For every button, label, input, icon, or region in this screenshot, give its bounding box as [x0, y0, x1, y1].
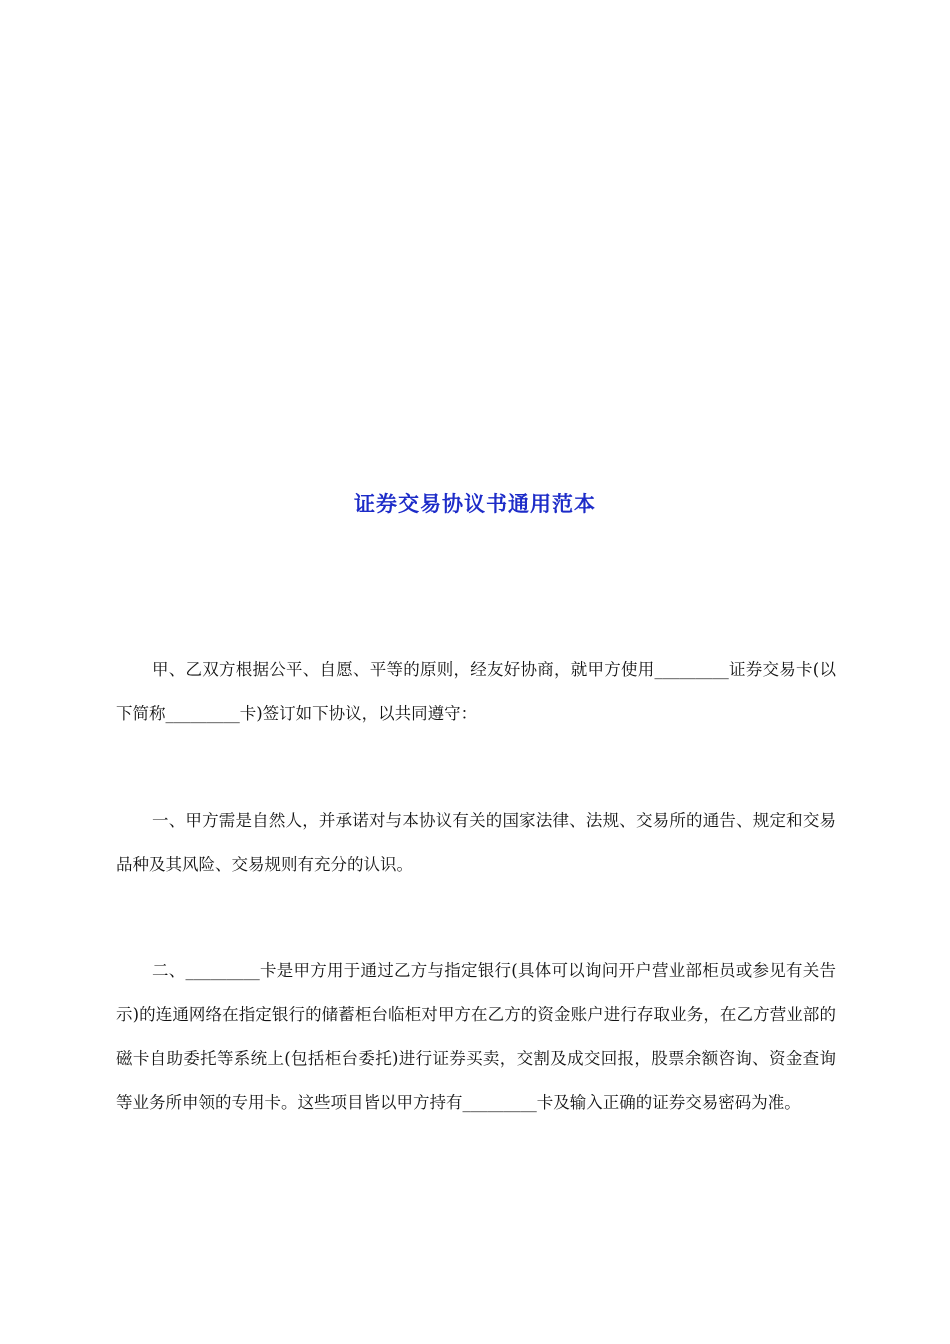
paragraph-preamble: 甲、乙双方根据公平、自愿、平等的原则，经友好协商，就甲方使用_________证券交易卡(以下简称_________卡)签订如下协议，以共同遵守：: [116, 660, 836, 723]
paragraph-clause-1: 一、甲方需是自然人，并承诺对与本协议有关的国家法律、法规、交易所的通告、规定和交易品种及其风险、交易规则有充分的认识。: [116, 811, 836, 874]
document-title: 证券交易协议书通用范本: [354, 491, 596, 516]
paragraph-clause-2: 二、_________卡是甲方用于通过乙方与指定银行(具体可以询问开户营业部柜员或参见有关告示)的连通网络在指定银行的储蓄柜台临柜对甲方在乙方的资金账户进行存取业务，在乙方营业部的磁卡自助委托等系统上(包括柜台委托)进行证券买卖，交割及成交回报，股票余额咨询、资金查询等业务所申领的专用卡。这些项目皆以甲方持有_________卡及输入正确的证券交易密码为准。: [116, 961, 836, 1112]
